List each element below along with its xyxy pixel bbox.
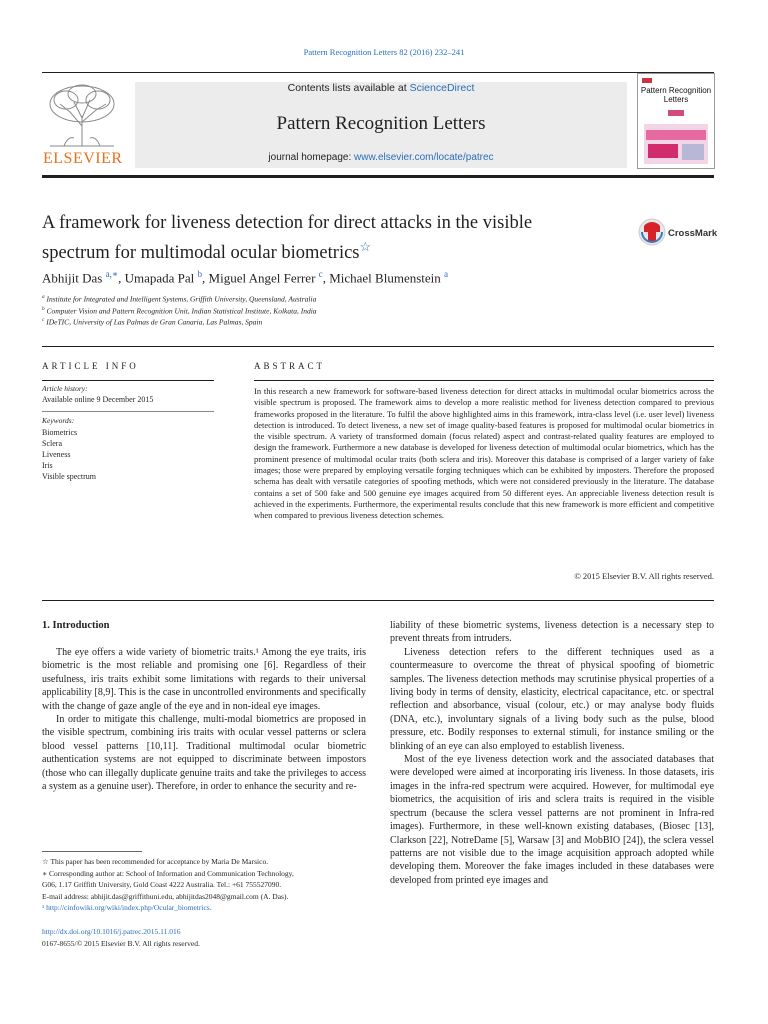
header-top-rule (42, 72, 714, 73)
keywords-label: Keywords: (42, 416, 75, 425)
footnote: E-mail address: abhijit.das@griffithuni.edu, abhijitdas2048@gmail.com (A. Das). (42, 891, 289, 901)
affiliation-text: IDeTIC, University of Las Palmas de Gran Canaria, Las Palmas, Spain (46, 317, 263, 327)
footnote: ∗ Corresponding author at: School of Information and Communication Technology, (42, 868, 294, 878)
keyword-list (42, 427, 96, 482)
issn-line: 0167-8655/© 2015 Elsevier B.V. All rights reserved. (42, 938, 200, 948)
author-sup[interactable]: b (197, 269, 203, 279)
contents-prefix: Contents lists available at (287, 82, 410, 94)
cover-artwork (638, 74, 714, 168)
paragraph: The eye offers a wide variety of biometric traits.¹ Among the eye traits, iris biometric is the most reliable and promising one [6]. Regardless of their usefulness, iris traits exhibit some limitations with regards to their universal applicability [8,9]. This is the case in uncontrolled environments and specifically with the change of gaze angle of the eye and in non-ideal eye images. (42, 647, 366, 712)
keyword: Biometrics (42, 428, 78, 437)
header-bottom-rule (42, 175, 714, 178)
affiliation (42, 306, 317, 316)
affiliation (42, 294, 316, 304)
abstract-copyright: © 2015 Elsevier B.V. All rights reserved. (574, 571, 714, 581)
doi-block (42, 926, 200, 949)
paper-title (42, 212, 602, 265)
paragraph: Most of the eye liveness detection work and the associated databases that were developed were aimed at incorporating iris liveness. In those datasets, iris images in the infra-red spectrum were acquired. However, for multimodal eye biometrics, the acquisition of iris and sclera traits is required in the visible spectrum (because the sclera vessel patterns are not prominent in Infra-red images). Furthermore, in these well-known existing databases, (Biosec [13], Clarkson [22], NotreDame [5], Warsaw [3] and MobBIO [24]), the sclera vessel patterns are not visible due to the image acquisition approach adopted while developing them. Moreover the fake images included in these databases were developed from printed eye images and (390, 754, 714, 886)
author-name[interactable]: Miguel Angel Ferrer (208, 270, 316, 286)
author-sup[interactable]: c (318, 269, 323, 279)
footnote: ☆ This paper has been recommended for acceptance by Maria De Marsico. (42, 857, 269, 866)
history-value: Available online 9 December 2015 (42, 395, 154, 404)
paragraph: In order to mitigate this challenge, multi-modal biometrics are proposed in the visible spectrum, combining iris traits with ocular vessel patterns or sclera blood vessel patterns [10,11]. Traditional multimodal ocular biometric authentication systems are not equipped to discriminate between impostors (those who can illegally duplicate genuine traits and take the privileges to access a system as a genuine user). Therefore, in order to enhance the security and re- (42, 714, 366, 793)
journal-cover-thumbnail (637, 73, 715, 169)
paragraph: Liveness detection refers to the different techniques used as a countermeasure to overcome the threat of physical spoofing of biometric samples. The liveness detection methods may scrutinise physical properties of a living body in terms of density, elasticity, electrical capacitance, etc. or spectral reflection and absorbance, visual (colour, etc.) or may analyse body fluids (DNA, etc.), involuntary signals of a living body such as the pulse, blood pressure, etc. Bodily responses to external stimuli, for instance smiling or the blinking of an eye can also employed to establish liveness. (390, 646, 714, 752)
author-list: Abhijit Das $^{a,∗}$, Umapada Pal $^b$, Miguel Angel Ferrer $^c$, Michael Blumenstein $^a$ (42, 269, 449, 286)
affiliation-sup: b (42, 306, 45, 312)
elsevier-wordmark: ELSEVIER (43, 150, 123, 167)
paper-title-text: A framework for liveness detection for direct attacks in the visible spectrum for multimodal ocular biometrics (42, 213, 533, 264)
crossmark-label[interactable]: CrossMark (668, 228, 718, 239)
footnote: G06, 1.17 Griffith University, Gold Coast 4222 Australia. Tel.: +61 755527090. (42, 880, 282, 890)
homepage-prefix: journal homepage: (268, 152, 355, 163)
affiliation-text: Computer Vision and Pattern Recognition Unit, Indian Statistical Institute, Kolkata, India (46, 306, 317, 316)
article-info-heading: ARTICLE INFO (42, 361, 139, 371)
abstract-bottom-rule (42, 600, 714, 601)
author-name[interactable]: Umapada Pal (124, 270, 195, 286)
author-name[interactable]: Michael Blumenstein (329, 270, 441, 286)
author-sup[interactable]: a,∗ (105, 269, 119, 279)
keyword: Iris (42, 461, 53, 470)
journal-citation[interactable]: Pattern Recognition Letters 82 (2016) 232–241 (303, 47, 465, 57)
footnote-list (42, 856, 294, 914)
crossmark-icon[interactable] (638, 218, 666, 246)
affiliation-text: Institute for Integrated and Intelligent Systems, Griffith University, Queensland, Australia (46, 294, 317, 304)
abstract-heading: ABSTRACT (254, 361, 326, 371)
keyword: Visible spectrum (42, 472, 96, 481)
affiliation-sup: a (42, 294, 45, 300)
author-name[interactable]: Abhijit Das (42, 270, 103, 286)
abstract-rule (254, 380, 714, 381)
left-column (42, 646, 366, 793)
section-rule (42, 346, 714, 347)
doi-link[interactable]: http://dx.doi.org/10.1016/j.patrec.2015.11.016 (42, 927, 181, 936)
footnote-link[interactable]: ¹ http://cinfowiki.org/wiki/index.php/Ocular_biometrics. (42, 903, 212, 913)
keyword: Sclera (42, 439, 62, 448)
keywords-rule (42, 411, 214, 412)
article-info-rule (42, 380, 214, 381)
paragraph: liability of these biometric systems, liveness detection is a necessary step to prevent threats from intruders. (390, 620, 714, 645)
abstract-text: In this research a new framework for software-based liveness detection for direct attacks in multimodal ocular biometrics across the visible spectrum is proposed. The framework aims to develop a more realistic method for liveness detection compared to previous frameworks proposed in the literature. To fulfil the above highlighted aims in this framework, intra-class level (i.e. user level) liveness detection is introduced. To detect liveness, a new set of image quality-based features is proposed for multimodal ocular biometrics in the visible spectrum. A variety of transformed domain (focus related) aspect and contrast-related quality features are employed to design the framework. Furthermore a new database is developed for liveness detection of multimodal ocular biometrics, which has the prominent presence of multimodal ocular traits (both sclera and iris). Moreover this database is comprised of a larger variety of fake images; those were prepared by employing versatile forging techniques which can be exhibited by imposters. Therefore the proposed schema has dealt with versatile categories of spoofing methods, which were not considered previously in the literature. The database contains a set of 500 fake and 500 genuine eye images acquired from 50 different eyes. An appreciable liveness detection result is achieved in the experiments. Furthermore, the experimental results conclude that this new framework is more efficient and competitive when compared to previous liveness detection schemes. (254, 386, 714, 521)
section-heading: 1. Introduction (42, 620, 110, 631)
elsevier-tree-logo (44, 82, 120, 148)
history-label: Article history: (42, 384, 88, 393)
cover-title: Pattern Recognition Letters (640, 86, 712, 104)
right-column (390, 619, 714, 887)
author-sup[interactable]: a (444, 269, 449, 279)
journal-title: Pattern Recognition Letters (276, 113, 486, 134)
journal-homepage (135, 152, 627, 163)
sciencedirect-link[interactable]: ScienceDirect (409, 82, 475, 94)
footnote-rule (42, 851, 142, 852)
affiliation (42, 317, 262, 327)
affiliation-sup: c (42, 317, 45, 323)
contents-line (135, 82, 627, 94)
homepage-link[interactable]: www.elsevier.com/locate/patrec (354, 152, 494, 163)
title-footnote-star[interactable]: ☆ (359, 239, 372, 254)
keyword: Liveness (42, 450, 71, 459)
